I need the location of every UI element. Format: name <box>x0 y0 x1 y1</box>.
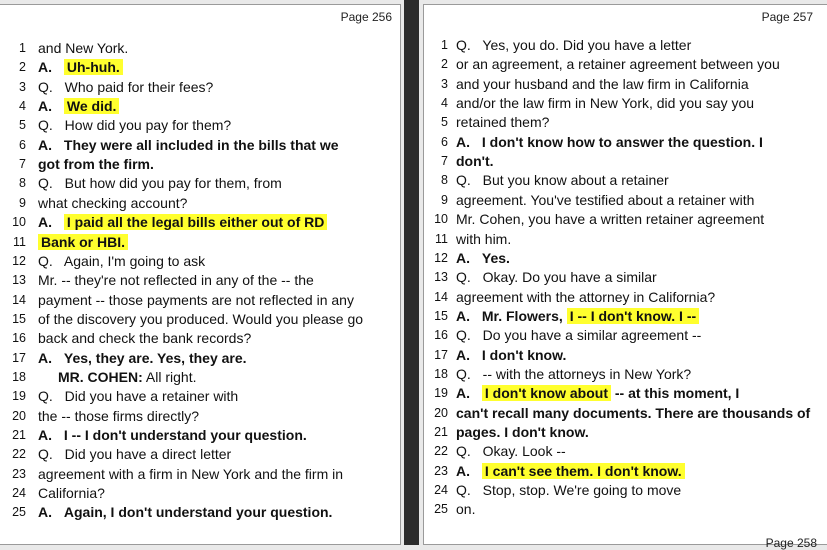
line-number: 20 <box>434 405 448 420</box>
line-segment: back and check the bank records? <box>38 330 252 347</box>
line-segment: Who paid for their fees? <box>64 78 214 95</box>
line-number: 5 <box>19 118 26 133</box>
line-number: 1 <box>19 41 26 55</box>
line-number: 12 <box>434 250 448 265</box>
line-text <box>38 503 332 522</box>
line-text <box>38 194 187 213</box>
speaker-marker: A. <box>38 98 52 115</box>
line-number: 4 <box>19 99 26 114</box>
line-segment: Yes, you do. Did you have a letter <box>482 37 692 53</box>
speaker-marker: A. <box>456 385 470 402</box>
line-segment: Yes, they are. Yes, they are. <box>63 349 247 366</box>
line-text <box>58 368 196 387</box>
line-number: 14 <box>12 292 26 307</box>
line-text <box>38 155 154 174</box>
page-gutter <box>404 0 419 545</box>
line-number: 14 <box>434 289 448 304</box>
line-number: 12 <box>12 253 26 268</box>
line-text <box>38 291 354 310</box>
line-segment: agreement with the attorney in California? <box>456 288 716 305</box>
line-text <box>38 387 238 406</box>
line-number: 21 <box>434 425 448 439</box>
line-segment: Do you have a similar agreement -- <box>482 327 702 344</box>
line-number: 8 <box>19 176 26 191</box>
line-text <box>456 288 715 307</box>
line-number: 5 <box>441 115 448 130</box>
highlighted-text: Bank or HBI. <box>38 234 128 250</box>
line-text <box>38 58 123 77</box>
page-number: Page 256 <box>340 10 392 24</box>
highlighted-text: I don't know about <box>482 385 611 401</box>
line-segment: retained them? <box>456 114 550 131</box>
line-segment: agreement. You've testified about a retainer with <box>456 191 755 208</box>
highlighted-text: I -- I don't know. I -- <box>567 308 699 324</box>
line-segment: Mr. Cohen, you have a written retainer agreement <box>456 211 765 228</box>
line-text <box>38 39 128 58</box>
line-number: 13 <box>434 270 448 285</box>
line-segment: I -- I don't understand your question. <box>63 427 307 443</box>
line-number: 11 <box>435 231 448 246</box>
line-text <box>456 268 657 287</box>
speaker-marker: Q. <box>456 443 471 460</box>
line-number: 17 <box>12 350 26 365</box>
line-text <box>38 426 307 445</box>
line-number: 19 <box>434 386 448 401</box>
line-text <box>456 55 780 74</box>
line-segment: Mr. -- they're not reflected in any of the -- the <box>38 272 314 289</box>
speaker-marker: A. <box>456 462 470 479</box>
line-text <box>38 329 251 348</box>
line-number: 25 <box>434 502 448 517</box>
line-number: 13 <box>12 273 26 288</box>
line-segment: or an agreement, a retainer agreement between you <box>456 56 780 73</box>
speaker-marker: Q. <box>456 37 471 53</box>
transcript-page-256 <box>0 4 401 545</box>
line-number: 6 <box>441 134 448 149</box>
line-number: 4 <box>441 96 448 111</box>
line-number: 22 <box>12 447 26 462</box>
line-number: 23 <box>434 463 448 478</box>
line-segment: of the discovery you produced. Would you please go <box>38 310 364 327</box>
line-text <box>456 249 510 268</box>
line-segment: I don't know. <box>481 346 567 363</box>
line-number: 9 <box>441 192 448 207</box>
line-text <box>456 94 754 113</box>
line-segment: But how did you pay for them, from <box>64 175 282 192</box>
speaker-marker: Q. <box>456 172 471 189</box>
line-text <box>38 484 105 503</box>
line-number: 21 <box>12 428 26 442</box>
line-number: 15 <box>434 308 448 323</box>
line-number: 22 <box>434 444 448 459</box>
line-text <box>456 346 566 365</box>
line-number: 3 <box>19 79 26 94</box>
line-text <box>456 210 764 229</box>
line-segment: don't. <box>456 153 494 170</box>
line-number: 25 <box>12 505 26 520</box>
speaker-marker: Q. <box>38 388 53 405</box>
line-text <box>456 404 810 423</box>
speaker-marker: Q. <box>456 482 471 499</box>
speaker-marker: A. <box>38 349 52 366</box>
line-number: 24 <box>434 483 448 498</box>
speaker-marker: Q. <box>38 78 53 95</box>
speaker-marker: Q. <box>38 117 53 134</box>
line-number: 18 <box>434 366 448 381</box>
line-text <box>456 171 669 190</box>
line-number: 8 <box>441 173 448 188</box>
line-segment: -- with the attorneys in New York? <box>482 365 692 382</box>
line-number: 7 <box>19 157 26 172</box>
line-segment: California? <box>38 485 105 502</box>
next-page-number: Page 258 <box>765 536 817 550</box>
line-text <box>456 36 691 55</box>
line-text <box>456 423 589 442</box>
line-segment: can't recall many documents. There are thousands of <box>456 404 811 421</box>
speaker-marker: A. <box>38 136 52 153</box>
speaker-marker: Q. <box>38 252 53 269</box>
line-text <box>456 152 494 171</box>
speaker-marker: A. <box>456 346 470 363</box>
line-segment: with him. <box>456 230 512 247</box>
speaker-marker: Q. <box>456 269 471 286</box>
line-segment: Okay. Do you have a similar <box>482 269 657 286</box>
speaker-marker: A. <box>38 59 52 76</box>
highlighted-text: We did. <box>64 98 120 114</box>
speaker-marker: Q. <box>456 327 471 344</box>
line-segment: Did you have a retainer with <box>64 388 239 405</box>
line-number: 23 <box>12 466 26 481</box>
line-text <box>38 136 339 155</box>
line-number: 9 <box>19 195 26 210</box>
speaker-marker: A. <box>456 133 470 150</box>
transcript-page-257 <box>423 4 827 550</box>
line-segment: payment -- those payments are not reflected in any <box>38 291 354 308</box>
line-text <box>38 78 213 97</box>
line-segment: what checking account? <box>38 194 188 211</box>
speaker-marker: A. <box>38 427 52 443</box>
line-segment: Again, I don't understand your question. <box>63 504 333 521</box>
line-number: 19 <box>12 389 26 404</box>
highlighted-text: I paid all the legal bills either out of RD <box>64 214 327 230</box>
line-text <box>456 365 691 384</box>
speaker-marker: A. <box>38 214 52 231</box>
line-segment: agreement with a firm in New York and the firm in <box>38 465 344 482</box>
line-text <box>456 113 549 132</box>
line-number: 15 <box>12 311 26 326</box>
speaker-marker: A. <box>38 504 52 521</box>
line-number: 7 <box>441 154 448 169</box>
line-segment: Again, I'm going to ask <box>63 252 206 269</box>
page-number: Page 257 <box>761 10 813 24</box>
highlighted-text: Uh-huh. <box>64 59 123 75</box>
line-text <box>456 326 701 345</box>
line-text <box>38 349 247 368</box>
line-number: 18 <box>12 369 26 384</box>
line-text <box>456 133 763 152</box>
line-number: 10 <box>434 212 448 227</box>
highlighted-text: I can't see them. I don't know. <box>482 463 685 479</box>
line-segment: Yes. <box>481 249 510 266</box>
line-text <box>38 445 231 464</box>
line-text <box>38 213 327 232</box>
line-segment: Did you have a direct letter <box>64 446 232 463</box>
line-text <box>38 252 205 271</box>
speaker-marker: Q. <box>456 365 471 382</box>
line-segment: I don't know how to answer the question. I <box>481 133 763 150</box>
line-number: 20 <box>12 408 26 423</box>
speaker-marker: A. <box>456 249 470 266</box>
line-text <box>38 174 282 193</box>
line-text <box>456 384 739 403</box>
line-text <box>456 191 754 210</box>
speaker-marker: A. <box>456 307 470 324</box>
line-segment: Stop, stop. We're going to move <box>482 482 682 499</box>
line-number: 3 <box>441 76 448 91</box>
line-segment: and New York. <box>38 40 129 56</box>
line-text <box>456 230 511 249</box>
line-number: 17 <box>434 347 448 362</box>
line-segment: pages. I don't know. <box>456 424 589 440</box>
line-number: 10 <box>12 215 26 230</box>
line-text <box>38 310 363 329</box>
line-text <box>38 233 128 252</box>
line-text <box>38 465 343 484</box>
line-segment: But you know about a retainer <box>482 172 669 189</box>
speaker-marker: Q. <box>38 446 53 463</box>
line-text <box>456 481 681 500</box>
line-number: 11 <box>13 234 26 249</box>
line-text <box>38 271 314 290</box>
line-text <box>38 407 199 426</box>
line-text <box>456 307 699 326</box>
line-segment: and your husband and the law firm in California <box>456 75 749 92</box>
line-text <box>38 116 231 135</box>
line-segment: -- at this moment, I <box>614 385 740 402</box>
line-segment: Okay. Look -- <box>482 443 566 460</box>
line-number: 2 <box>441 57 448 72</box>
line-segment: got from the firm. <box>38 156 154 173</box>
line-segment: They were all included in the bills that we <box>63 136 339 153</box>
line-number: 16 <box>12 331 26 346</box>
line-segment: All right. <box>145 368 197 385</box>
line-text <box>456 442 566 461</box>
line-segment: and/or the law firm in New York, did you say you <box>456 95 755 112</box>
line-number: 2 <box>19 60 26 75</box>
line-number: 24 <box>12 486 26 501</box>
line-segment: Mr. Flowers, <box>481 307 563 324</box>
speaker-marker: Q. <box>38 175 53 192</box>
line-number: 16 <box>434 328 448 343</box>
line-segment: How did you pay for them? <box>64 117 232 134</box>
line-segment: the -- those firms directly? <box>38 407 200 424</box>
line-segment: on. <box>456 501 476 518</box>
line-text <box>456 75 749 94</box>
line-text <box>38 97 119 116</box>
line-number: 6 <box>19 137 26 152</box>
line-segment: MR. COHEN: <box>58 368 143 385</box>
line-number: 1 <box>441 38 448 52</box>
line-text <box>456 462 685 481</box>
line-text <box>456 500 475 519</box>
